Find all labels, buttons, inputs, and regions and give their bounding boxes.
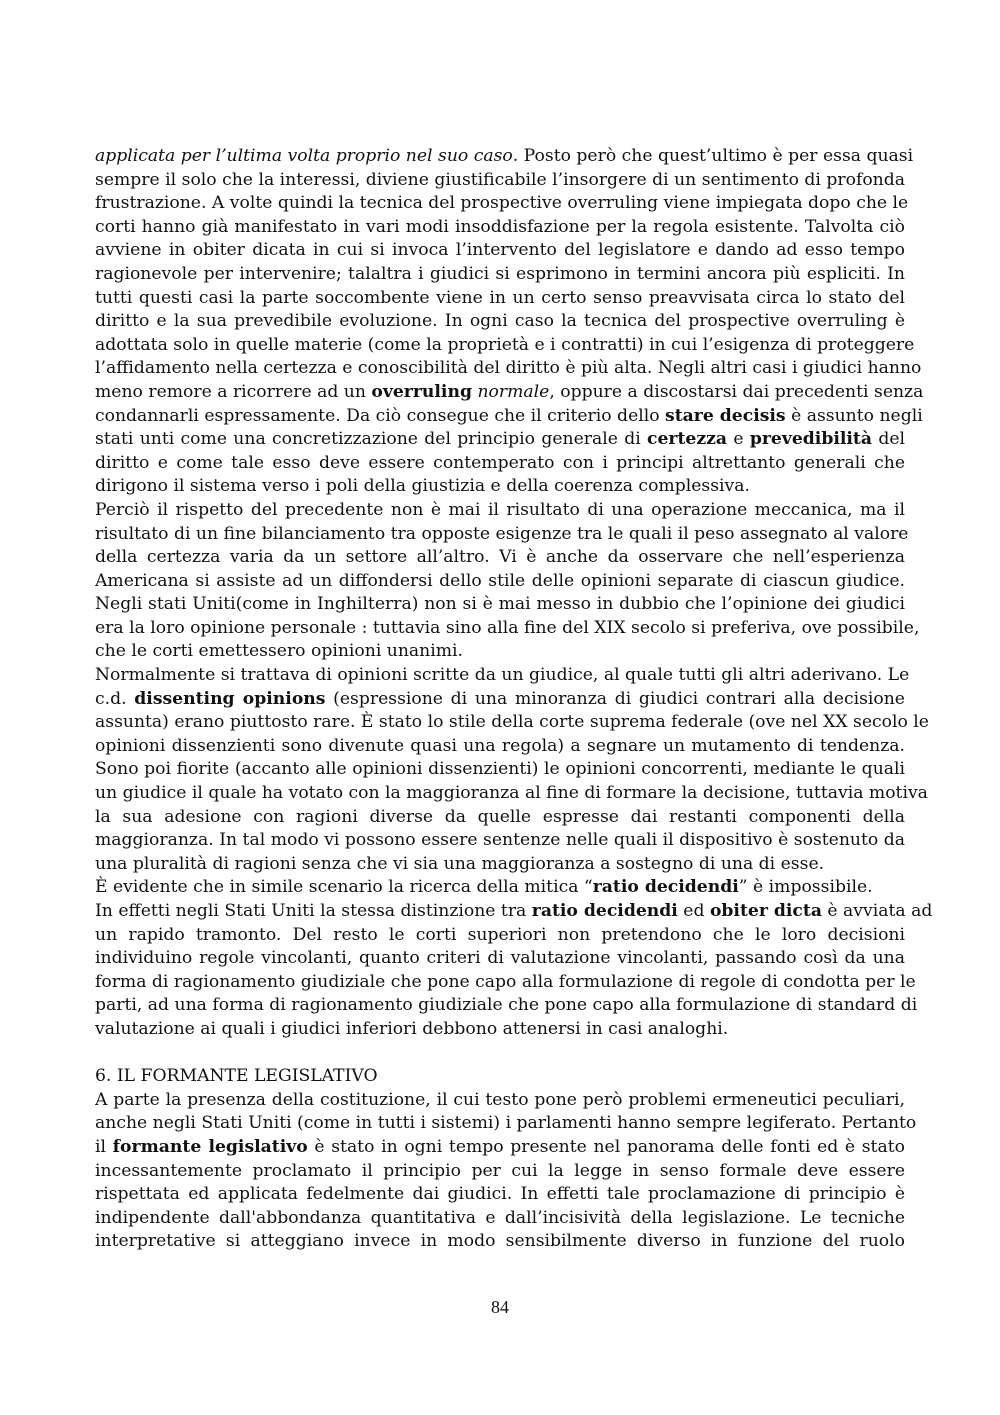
page-number: 84 <box>491 1297 509 1317</box>
text-line <box>95 570 905 594</box>
text-line <box>95 452 905 476</box>
text-line <box>95 523 909 547</box>
text-run: e <box>727 429 750 450</box>
text-run: indipendente dall'abbondanza quantitativa e dall’incisività della legislazione. Le tecniche <box>95 1207 905 1228</box>
text-run: frustrazione. A volte quindi la tecnica del prospective overruling viene impiegata dopo che le <box>95 193 909 214</box>
text-line <box>95 853 905 877</box>
text-line <box>95 405 923 429</box>
text-line <box>95 876 905 900</box>
text-line <box>95 947 905 971</box>
bold-term: ratio decidendi <box>531 901 678 921</box>
text-run: Perciò il rispetto del precedente non è mai il risultato di una operazione meccanica, ma il <box>95 499 905 520</box>
bold-term: prevedibilità <box>749 429 873 450</box>
text-line <box>95 1089 905 1113</box>
text-run: diritto e la sua prevedibile evoluzione. In ogni caso la tecnica del prospective overruling è <box>95 311 905 332</box>
text-run: il <box>95 1136 113 1157</box>
text-run: tutti questi casi la parte soccombente viene in un certo senso preavvisata circa lo stato del <box>95 287 905 308</box>
italic-text: normale <box>477 381 550 402</box>
text-line <box>95 1183 905 1207</box>
text-run: È evidente che in simile scenario la ricerca della mitica “ <box>95 877 593 898</box>
text-line <box>95 758 905 782</box>
text-run: del <box>872 429 906 450</box>
text-line <box>95 499 905 523</box>
bold-term: ratio decidendi <box>592 877 739 898</box>
text-line <box>95 1160 905 1184</box>
text-run: meno remore a ricorrere ad un <box>95 381 372 402</box>
text-line <box>95 617 920 641</box>
text-run: maggioranza. In tal modo vi possono essere sentenze nelle quali il dispositivo è sostenuto da <box>95 830 905 851</box>
bold-term: stare decisis <box>665 405 786 426</box>
text-run: corti hanno già manifestato in vari modi insoddisfazione per la regola esistente. Talvolta ciò <box>95 216 905 237</box>
text-line <box>95 192 909 216</box>
text-run: ed <box>677 901 710 921</box>
text-run: era la loro opinione personale : tuttavia sino alla fine del XIX secolo si preferiva, ove possibile, <box>95 617 920 638</box>
text-line <box>95 145 914 169</box>
text-line <box>95 334 915 358</box>
section-heading <box>95 1065 905 1089</box>
text-run: ” è impossibile. <box>738 877 873 898</box>
bold-term: formante legislativo <box>112 1136 308 1157</box>
text-run: è assunto negli <box>785 405 923 426</box>
text-line <box>95 664 910 688</box>
text-line <box>95 829 905 853</box>
text-line <box>95 593 905 617</box>
text-line <box>95 900 933 924</box>
text-line <box>95 806 905 830</box>
text-run: assunta) erano piuttosto rare. È stato lo stile della corte suprema federale (ove nel XX secolo le <box>95 712 929 733</box>
text-run: 6. IL FORMANTE LEGISLATIVO <box>95 1066 378 1087</box>
bold-term: overruling <box>371 381 472 402</box>
text-run: dirigono il sistema verso i poli della giustizia e della coerenza complessiva. <box>95 476 750 497</box>
text-run: forma di ragionamento giudiziale che pone capo alla formulazione di regole di condotta per le <box>95 971 916 992</box>
text-run: opinioni dissenzienti sono divenute quasi una regola) a segnare un mutamento di tendenza. <box>95 735 905 756</box>
text-run: una pluralità di ragioni senza che vi sia una maggioranza a sostegno di una di esse. <box>95 853 825 874</box>
text-run: diritto e come tale esso deve essere contemperato con i principi altrettanto generali che <box>95 452 905 473</box>
text-run: Negli stati Uniti(come in Inghilterra) non si è mai messo in dubbio che l’opinione dei giudici <box>95 594 905 615</box>
text-run: A parte la presenza della costituzione, il cui testo pone però problemi ermeneutici peculiari, <box>95 1089 905 1110</box>
text-run: interpretative si atteggiano invece in modo sensibilmente diverso in funzione del ruolo <box>95 1231 905 1252</box>
text-run: un giudice il quale ha votato con la maggioranza al fine di formare la decisione, tuttavia motiva <box>95 783 928 804</box>
bold-term: obiter dicta <box>709 901 822 921</box>
text-line <box>95 1230 905 1254</box>
text-run: anche negli Stati Uniti (come in tutti i sistemi) i parlamenti hanno sempre legiferato. Pertanto <box>95 1113 917 1134</box>
text-run: un rapido tramonto. Del resto le corti superiori non pretendono che le loro decisioni <box>95 924 905 945</box>
text-run: incessantemente proclamato il principio per cui la legge in senso formale deve essere <box>95 1160 905 1181</box>
text-line <box>95 428 905 452</box>
text-line <box>95 971 916 995</box>
text-run: risultato di un fine bilanciamento tra opposte esigenze tra le quali il peso assegnato al valore <box>95 523 909 544</box>
text-run: l’affidamento nella certezza e conoscibilità del diritto è più alta. Negli altri casi i giudici hanno <box>95 358 922 379</box>
text-line <box>95 1112 917 1136</box>
text-line <box>95 169 905 193</box>
text-run: valutazione ai quali i giudici inferiori debbono attenersi in casi analoghi. <box>95 1018 729 1039</box>
text-run: ragionevole per intervenire; talaltra i giudici si esprimono in termini ancora più espliciti. In <box>95 263 905 284</box>
text-line <box>95 1136 905 1160</box>
text-line <box>95 310 905 334</box>
text-run: che le corti emettessero opinioni unanimi. <box>95 641 463 662</box>
text-line <box>95 924 905 948</box>
text-run: individuino regole vincolanti, quanto criteri di valutazione vincolanti, passando così da una <box>95 948 905 969</box>
text-line <box>95 263 905 287</box>
text-run: condannarli espressamente. Da ciò consegue che il criterio dello <box>95 405 666 426</box>
text-run: In effetti negli Stati Uniti la stessa distinzione tra <box>95 901 532 921</box>
text-run: la sua adesione con ragioni diverse da quelle espresse dai restanti componenti della <box>95 806 905 827</box>
text-run: stati unti come una concretizzazione del principio generale di <box>95 429 648 450</box>
text-line <box>95 287 905 311</box>
text-run: parti, ad una forma di ragionamento giudiziale che pone capo alla formulazione di standard di <box>95 995 918 1016</box>
text-run: Sono poi fiorite (accanto alle opinioni dissenzienti) le opinioni concorrenti, mediante le quali <box>95 759 905 780</box>
text-line <box>95 735 905 759</box>
bold-term: certezza <box>647 429 728 450</box>
text-line <box>95 711 929 735</box>
text-line <box>95 546 905 570</box>
text-run: è avviata ad <box>821 901 933 921</box>
text-run: adottata solo in quelle materie (come la proprietà e i contratti) in cui l’esigenza di proteggere <box>95 334 915 355</box>
text-line <box>95 994 918 1018</box>
italic-text: applicata per l’ultima volta proprio nel suo caso <box>95 146 513 166</box>
text-run: Americana si assiste ad un diffondersi dello stile delle opinioni separate di ciascun giudice. <box>95 570 905 591</box>
text-run: Normalmente si trattava di opinioni scritte da un giudice, al quale tutti gli altri aderivano. Le <box>95 665 910 686</box>
text-line <box>95 357 922 381</box>
blank-line <box>95 1042 905 1066</box>
text-line <box>95 475 905 499</box>
text-line <box>95 1207 905 1231</box>
body-text <box>95 145 933 1254</box>
text-run: . Posto però che quest’ultimo è per essa quasi <box>512 146 914 166</box>
text-run: , oppure a discostarsi dai precedenti senza <box>549 381 924 402</box>
text-line <box>95 381 924 405</box>
text-line <box>95 239 905 263</box>
text-run: rispettata ed applicata fedelmente dai giudici. In effetti tale proclamazione di principio è <box>95 1184 905 1205</box>
text-line <box>95 688 905 712</box>
text-run: (espressione di una minoranza di giudici contrari alla decisione <box>325 688 905 709</box>
text-run: c.d. <box>95 688 135 709</box>
text-run: avviene in obiter dicata in cui si invoca l’intervento del legislatore e dando ad esso tempo <box>95 240 905 261</box>
text-line <box>95 216 905 240</box>
text-line <box>95 782 928 806</box>
text-run: della certezza varia da un settore all’altro. Vi è anche da osservare che nell’esperienza <box>95 547 905 568</box>
text-run: è stato in ogni tempo presente nel panorama delle fonti ed è stato <box>307 1136 905 1157</box>
bold-term: dissenting opinions <box>134 688 326 709</box>
text-run: sempre il solo che la interessi, diviene giustificabile l’insorgere di un sentimento di profonda <box>95 169 905 190</box>
text-line <box>95 1018 905 1042</box>
text-line <box>95 640 905 664</box>
